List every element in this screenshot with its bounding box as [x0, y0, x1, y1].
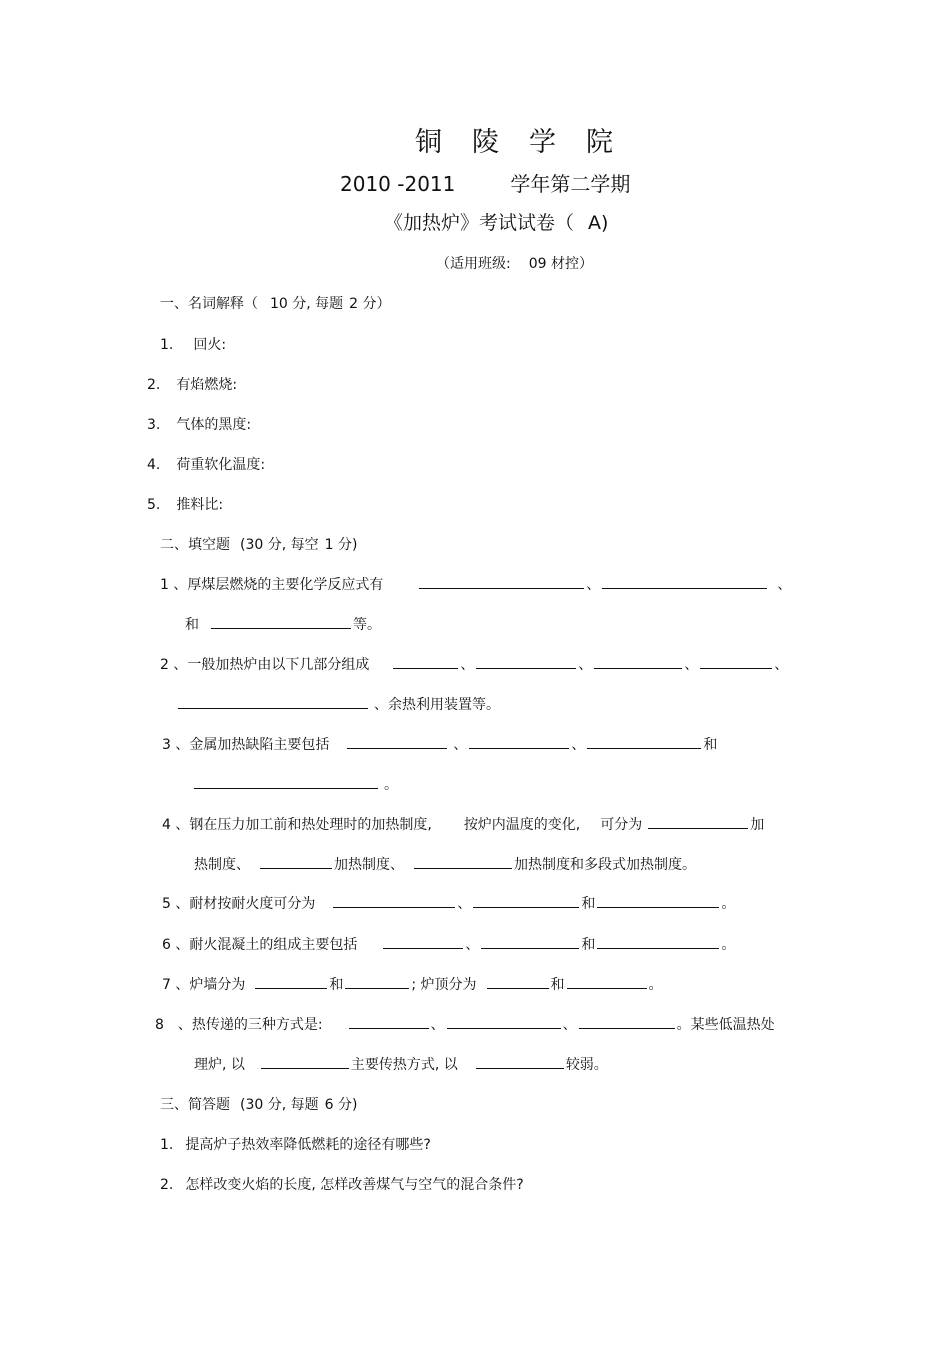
- separator: 、: [457, 896, 472, 912]
- term-item-1: [160, 334, 226, 354]
- item-num: 2.: [147, 377, 161, 393]
- question-num: 8: [155, 1017, 164, 1033]
- item-num: 1.: [160, 337, 174, 353]
- connector: 加: [750, 817, 765, 833]
- item-text: 荷重软化温度:: [176, 457, 266, 473]
- item-text: 提高炉子热效率降低燃耗的途径有哪些?: [185, 1137, 431, 1153]
- section-heading-text: 二、填空题: [160, 537, 230, 553]
- answer-blank[interactable]: [194, 774, 378, 789]
- separator: 、: [578, 657, 593, 673]
- school-name: [415, 120, 613, 159]
- school-char: 陵: [472, 127, 499, 158]
- answer-blank[interactable]: [476, 1054, 564, 1069]
- question-text: 6 、耐火混凝土的组成主要包括: [162, 937, 358, 953]
- connector: 和: [185, 617, 199, 633]
- item-num: 1.: [160, 1137, 174, 1153]
- answer-blank[interactable]: [648, 814, 748, 829]
- fill-question-1: [160, 574, 791, 594]
- section1-heading: [160, 293, 391, 313]
- short-answer-2: [160, 1174, 524, 1194]
- answer-blank[interactable]: [447, 1014, 561, 1029]
- separator: 、: [430, 1017, 445, 1033]
- applicable-class: [436, 253, 593, 273]
- term-item-4: [147, 454, 265, 474]
- term-text: 学年第二学期: [510, 172, 631, 196]
- connector: 和: [581, 937, 596, 953]
- fill-question-5: [162, 893, 735, 913]
- section-each-score: 2 分）: [349, 296, 391, 312]
- question-text: 加热制度、: [334, 857, 404, 873]
- section2-heading: [160, 534, 357, 554]
- school-char: 学: [529, 127, 556, 158]
- fill-question-8: [155, 1014, 775, 1034]
- answer-blank[interactable]: [567, 974, 647, 989]
- school-char: 铜: [415, 127, 442, 158]
- applicable-class-label: （适用班级:: [436, 256, 511, 272]
- question-text: ; 炉顶分为: [411, 977, 477, 993]
- question-text: 热制度、: [194, 857, 250, 873]
- answer-blank[interactable]: [469, 734, 569, 749]
- separator: 、: [460, 657, 475, 673]
- connector: 和: [703, 737, 718, 753]
- answer-blank[interactable]: [597, 893, 719, 908]
- answer-blank[interactable]: [587, 734, 701, 749]
- item-num: 2.: [160, 1177, 174, 1193]
- answer-blank[interactable]: [333, 893, 455, 908]
- class-name: 09 材控）: [528, 256, 593, 272]
- question-text: 加热制度和多段式加热制度。: [514, 857, 696, 873]
- question-text: 4 、钢在压力加工前和热处理时的加热制度,: [162, 817, 432, 833]
- term-item-3: [147, 414, 251, 434]
- question-text: 较弱。: [565, 1057, 608, 1073]
- item-num: 5.: [147, 497, 161, 513]
- fill-question-3: [162, 734, 717, 754]
- fill-question-4: [162, 814, 764, 834]
- ending: 。: [384, 777, 398, 793]
- ending: 等。: [353, 617, 381, 633]
- section-each-score: 1 分): [324, 537, 358, 553]
- answer-blank[interactable]: [473, 893, 579, 908]
- answer-blank[interactable]: [594, 654, 682, 669]
- answer-blank[interactable]: [487, 974, 549, 989]
- answer-blank[interactable]: [597, 934, 719, 949]
- question-text: 3 、金属加热缺陷主要包括: [162, 737, 330, 753]
- question-text: 5 、耐材按耐火度可分为: [162, 896, 316, 912]
- fill-question-2: [160, 654, 788, 674]
- question-text: 按炉内温度的变化,: [463, 817, 581, 833]
- question-text: 7 、炉墙分为: [162, 977, 246, 993]
- separator: 、: [777, 577, 792, 593]
- question-text: 主要传热方式, 以: [350, 1057, 458, 1073]
- answer-blank[interactable]: [393, 654, 458, 669]
- exam-version: A): [588, 212, 609, 234]
- term-item-5: [147, 494, 223, 514]
- item-text: 回火:: [193, 337, 227, 353]
- section3-heading: [160, 1094, 357, 1114]
- answer-blank[interactable]: [211, 614, 351, 629]
- question-text: 理炉, 以: [194, 1057, 245, 1073]
- school-char: 院: [586, 127, 613, 158]
- term-item-2: [147, 374, 237, 394]
- item-text: 怎样改变火焰的长度, 怎样改善煤气与空气的混合条件?: [185, 1177, 524, 1193]
- question-text: 可分为: [600, 817, 643, 833]
- separator: 、: [586, 577, 601, 593]
- answer-blank[interactable]: [700, 654, 772, 669]
- item-text: 气体的黑度:: [176, 417, 252, 433]
- answer-blank[interactable]: [476, 654, 576, 669]
- academic-year: [340, 168, 630, 197]
- connector: 和: [581, 896, 596, 912]
- separator: 、: [684, 657, 699, 673]
- section-score: (30 分, 每空: [240, 537, 319, 553]
- item-num: 3.: [147, 417, 161, 433]
- section-score: 10 分, 每题: [270, 296, 344, 312]
- exam-title-text: 《加热炉》考试试卷（: [384, 212, 575, 234]
- answer-blank[interactable]: [419, 574, 584, 589]
- answer-blank[interactable]: [349, 1014, 429, 1029]
- section-heading-text: 三、简答题: [160, 1097, 230, 1113]
- answer-blank[interactable]: [255, 974, 327, 989]
- answer-blank[interactable]: [345, 974, 409, 989]
- answer-blank[interactable]: [579, 1014, 675, 1029]
- ending: 。某些低温热处: [676, 1017, 775, 1033]
- answer-blank[interactable]: [178, 694, 368, 709]
- answer-blank[interactable]: [260, 854, 332, 869]
- ending: 、余热利用装置等。: [374, 697, 500, 713]
- fill-question-8-line2: [194, 1054, 608, 1074]
- answer-blank[interactable]: [481, 934, 579, 949]
- fill-question-7: [162, 974, 663, 994]
- ending: 。: [721, 896, 736, 912]
- question-text: 2 、一般加热炉由以下几部分组成: [160, 657, 370, 673]
- separator: 、: [562, 1017, 577, 1033]
- fill-question-1-line2: [185, 614, 381, 634]
- exam-title: [384, 208, 608, 235]
- answer-blank[interactable]: [414, 854, 512, 869]
- item-num: 4.: [147, 457, 161, 473]
- answer-blank[interactable]: [347, 734, 447, 749]
- ending: 。: [648, 977, 663, 993]
- separator: 、: [465, 937, 480, 953]
- fill-question-3-line2: [192, 774, 398, 794]
- short-answer-1: [160, 1134, 431, 1154]
- connector: 和: [329, 977, 344, 993]
- year-text: 2010 -2011: [340, 172, 456, 196]
- section-score: (30 分, 每题: [240, 1097, 319, 1113]
- fill-question-6: [162, 934, 735, 954]
- separator: 、: [774, 657, 789, 673]
- separator: 、: [571, 737, 586, 753]
- separator: 、: [453, 737, 468, 753]
- question-text: 、热传递的三种方式是:: [177, 1017, 323, 1033]
- answer-blank[interactable]: [261, 1054, 349, 1069]
- answer-blank[interactable]: [602, 574, 767, 589]
- section-each-score: 6 分): [324, 1097, 358, 1113]
- answer-blank[interactable]: [383, 934, 463, 949]
- connector: 和: [550, 977, 565, 993]
- section-heading-text: 一、名词解释（: [160, 296, 258, 312]
- question-text: 1 、厚煤层燃烧的主要化学反应式有: [160, 577, 384, 593]
- fill-question-2-line2: [176, 694, 500, 714]
- item-text: 有焰燃烧:: [176, 377, 238, 393]
- fill-question-4-line2: [194, 854, 696, 874]
- ending: 。: [721, 937, 736, 953]
- item-text: 推料比:: [176, 497, 224, 513]
